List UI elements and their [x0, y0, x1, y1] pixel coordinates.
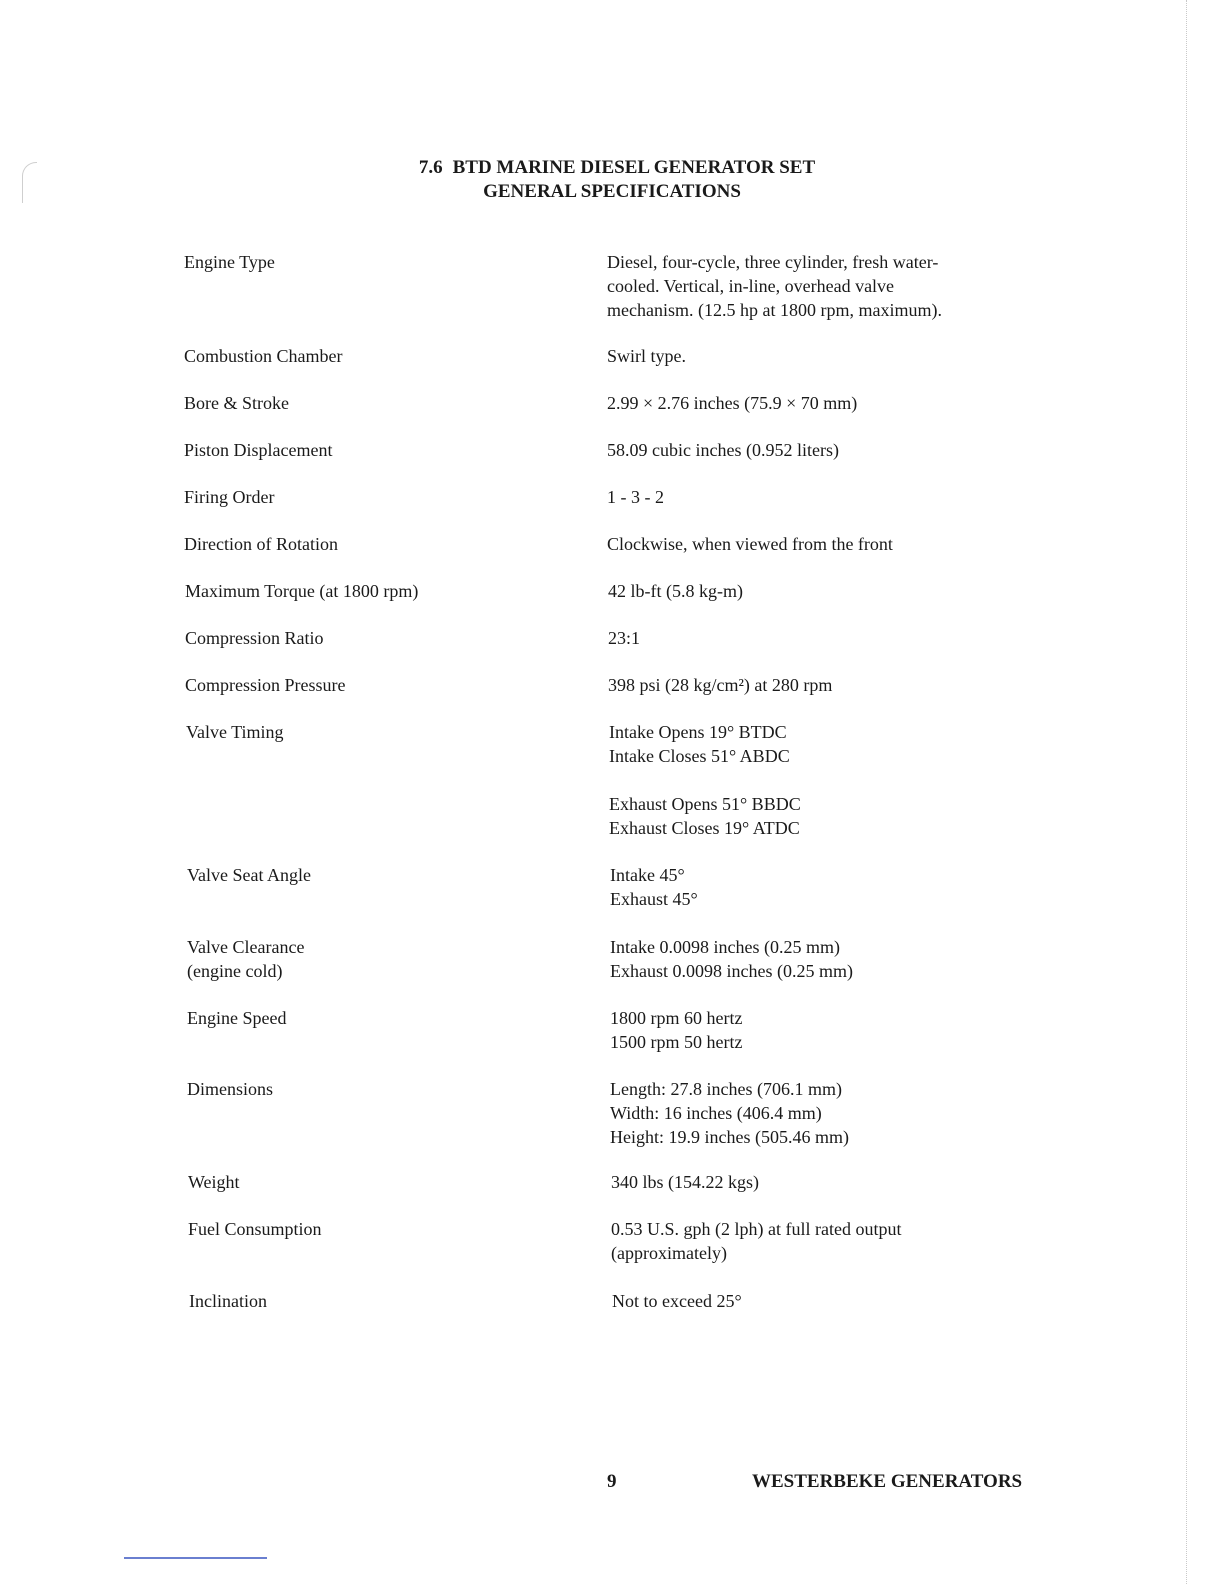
spec-label [187, 863, 567, 887]
spec-label-line: Engine Type [184, 252, 275, 272]
spec-value-line: Intake 0.0098 inches (0.25 mm) [610, 937, 840, 957]
spec-label [184, 250, 564, 274]
spec-label-line: Bore & Stroke [184, 393, 289, 413]
spec-label-line: Valve Seat Angle [187, 865, 311, 885]
spec-label [185, 673, 565, 697]
spec-value-line: 0.53 U.S. gph (2 lph) at full rated output [611, 1219, 902, 1239]
spec-value [612, 1289, 1012, 1313]
spec-value-line: 1500 rpm 50 hertz [610, 1032, 743, 1052]
spec-value [610, 1006, 1010, 1054]
spec-label [187, 1077, 567, 1101]
spec-value [608, 626, 1008, 650]
spec-label-line: Engine Speed [187, 1008, 287, 1028]
title-line-2: GENERAL SPECIFICATIONS [483, 181, 741, 202]
spec-value-line: 1 - 3 - 2 [607, 487, 664, 507]
spec-label [187, 935, 567, 983]
bottom-rule [124, 1557, 267, 1559]
spec-value-line: cooled. Vertical, in-line, overhead valve [607, 276, 895, 296]
spec-value-line: 58.09 cubic inches (0.952 liters) [607, 440, 839, 460]
spec-value [610, 935, 1010, 983]
spec-value [608, 579, 1008, 603]
spec-label-line: Maximum Torque (at 1800 rpm) [185, 581, 419, 601]
spec-value-line: 1800 rpm 60 hertz [610, 1008, 743, 1028]
spec-value-line: Width: 16 inches (406.4 mm) [610, 1103, 822, 1123]
spec-value [607, 485, 1007, 509]
footer-brand: WESTERBEKE GENERATORS [752, 1471, 1023, 1492]
spec-label-line: Piston Displacement [184, 440, 333, 460]
spec-label-line: Combustion Chamber [184, 346, 343, 366]
spec-value-line: Clockwise, when viewed from the front [607, 534, 893, 554]
spec-label [189, 1289, 569, 1313]
spec-label-line: Fuel Consumption [188, 1219, 322, 1239]
spec-value-line: 2.99 × 2.76 inches (75.9 × 70 mm) [607, 393, 858, 413]
spec-value [611, 1217, 1011, 1265]
section-number: 7.6 [418, 157, 443, 178]
spec-value-line: Not to exceed 25° [612, 1291, 742, 1311]
spec-value-line: Height: 19.9 inches (505.46 mm) [610, 1127, 849, 1147]
spec-label [186, 720, 566, 744]
spec-value [607, 250, 1007, 322]
spec-value [610, 1077, 1010, 1149]
page-number: 9 [607, 1471, 617, 1492]
spec-label [185, 626, 565, 650]
spec-value-line: 42 lb-ft (5.8 kg-m) [608, 581, 743, 601]
spec-value-line: 23:1 [608, 628, 641, 648]
spec-value [609, 720, 1009, 840]
spec-value [610, 863, 1010, 911]
spec-label-line: Firing Order [184, 487, 275, 507]
spec-label [188, 1217, 568, 1241]
spec-label-line: Valve Timing [186, 722, 284, 742]
spec-value-line: Exhaust Opens 51° BBDC [609, 794, 801, 814]
spec-value-line: (approximately) [611, 1243, 727, 1263]
spec-value-line [609, 768, 1009, 792]
spec-label-line: Compression Ratio [185, 628, 324, 648]
spec-label-line: Dimensions [187, 1079, 274, 1099]
page-title [0, 156, 1224, 204]
spec-label [184, 391, 564, 415]
spec-label [187, 1006, 567, 1030]
title-text-1: BTD MARINE DIESEL GENERATOR SET [452, 157, 816, 178]
spec-value [607, 532, 1007, 556]
spec-value [607, 391, 1007, 415]
spec-value-line: Exhaust 45° [610, 889, 698, 909]
spec-value-line: Intake Closes 51° ABDC [609, 746, 790, 766]
spec-label [184, 485, 564, 509]
spec-value [608, 673, 1008, 697]
spec-label-line: Weight [188, 1172, 240, 1192]
spec-label [184, 344, 564, 368]
spec-value-line: 340 lbs (154.22 kgs) [611, 1172, 759, 1192]
title-line-1 [0, 156, 1224, 180]
spec-label [185, 579, 565, 603]
spec-label-line: Compression Pressure [185, 675, 346, 695]
spec-value-line: Exhaust Closes 19° ATDC [609, 818, 800, 838]
spec-value-line: mechanism. (12.5 hp at 1800 rpm, maximum). [607, 300, 942, 320]
spec-label-line: Valve Clearance [187, 937, 305, 957]
spec-value-line: Intake Opens 19° BTDC [609, 722, 787, 742]
spec-label [188, 1170, 568, 1194]
spec-label-line: (engine cold) [187, 961, 283, 981]
spec-label-line: Inclination [189, 1291, 267, 1311]
spec-value-line: Exhaust 0.0098 inches (0.25 mm) [610, 961, 853, 981]
spec-value-line: Intake 45° [610, 865, 685, 885]
spec-value-line: Length: 27.8 inches (706.1 mm) [610, 1079, 842, 1099]
spec-label-line: Direction of Rotation [184, 534, 338, 554]
spec-label [184, 438, 564, 462]
spec-value-line: Diesel, four-cycle, three cylinder, fresh water- [607, 252, 939, 272]
spec-value [611, 1170, 1011, 1194]
spec-value [607, 438, 1007, 462]
spec-value-line: 398 psi (28 kg/cm²) at 280 rpm [608, 675, 833, 695]
spec-value [607, 344, 1007, 368]
spec-label [184, 532, 564, 556]
spec-value-line: Swirl type. [607, 346, 686, 366]
page-edge-line [1186, 0, 1187, 1584]
